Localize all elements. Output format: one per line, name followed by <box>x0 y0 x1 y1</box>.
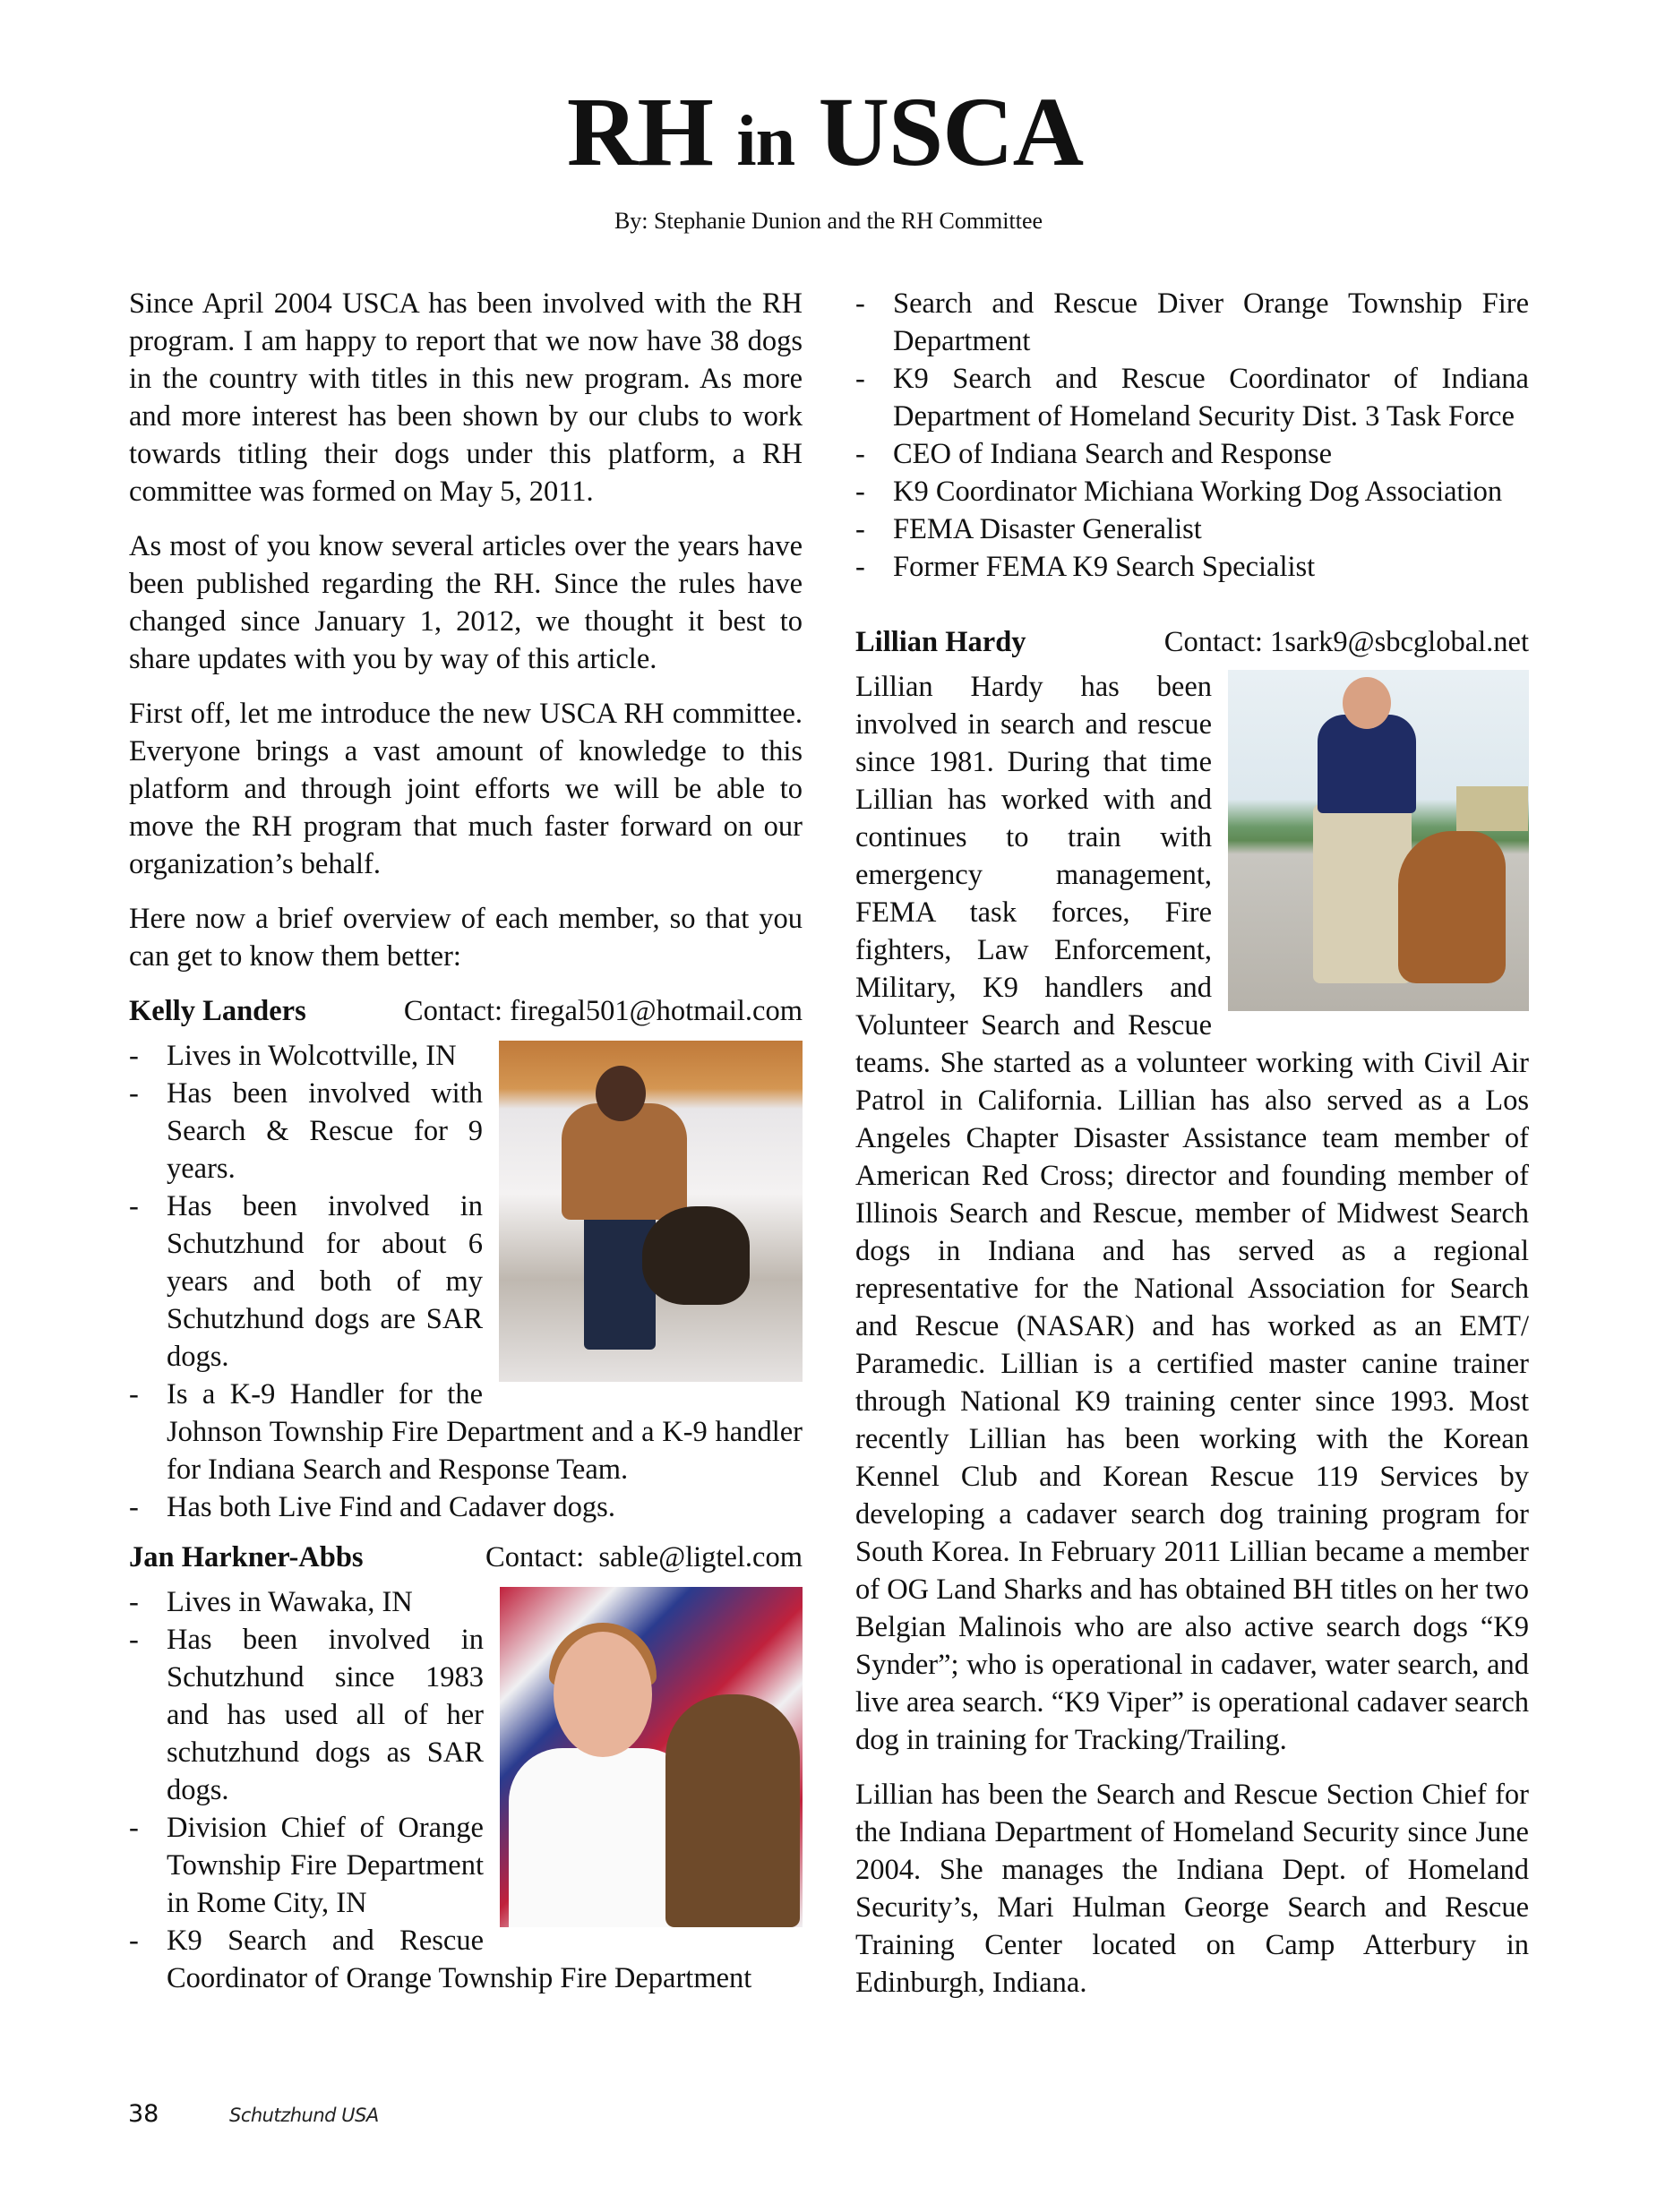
page-number: 38 <box>128 2100 159 2128</box>
list-item: - Has both Live Find and Cadaver dogs. <box>129 1488 803 1526</box>
title-usca: USCA <box>818 77 1084 186</box>
list-item: - Former FEMA K9 Search Specialist <box>855 548 1529 586</box>
intro-paragraph-3: First off, let me introduce the new USCA RH committee. Everyone brings a vast amount of knowledge to this platform and through joint efforts we will be able to move the RH program that much faster forward on our organization’s behalf. <box>129 698 803 880</box>
lillian-bio-paragraph-1: Lillian Hardy has been involved in search and rescue since 1981. During that time Lillian has worked with and continues to train with emergency management, FEMA task forces, Fire fighters, Law Enforcement, Military, K9 handlers and Volunteer Search and Rescue teams. She started as a volunteer working with Civil Air Patrol in California. Lillian has also served as a Los Angeles Chapter Disaster Assistance team member of American Red Cross; director and founding member of Illinois Search and Rescue, member of Midwest Search dogs in Indiana and has served as a regional representative for the National Association for Search and Rescue (NASAR) and has worked as an EMT/ Paramedic. Lillian is a certified master canine trainer through National K9 training center since 1993. Most recently Lillian has been working with the Korean Kennel Club and Korean Rescue 119 Services by developing a cadaver search dog training program for South Korea. In February 2011 Lillian became a member of OG Land Sharks and has obtained BH titles on her two Belgian Malinois who are also active search dogs “K9 Synder”; who is operational in cadaver, water search, and live area search. “K9 Viper” is operational cadaver search dog in training for Tracking/Trailing. <box>855 671 1529 1756</box>
photo-dog <box>1398 831 1506 983</box>
list-item: - K9 Search and Rescue Coordinator of Orange Township Fire Department <box>129 1922 803 1997</box>
list-item: - Division Chief of Orange Township Fire Department in Rome City, IN <box>129 1809 803 1922</box>
member-bullets-jan <box>129 1583 803 1997</box>
member-header-kelly <box>129 992 803 1030</box>
list-item: - Is a K-9 Handler for the Johnson Township Fire Department and a K-9 handler for Indiana Search and Response Team. <box>129 1376 803 1488</box>
member-contact[interactable]: Contact: sable@ligtel.com <box>485 1541 803 1573</box>
member-header-lillian <box>855 623 1529 661</box>
member-name: Lillian Hardy <box>855 626 1026 658</box>
title-rh: RH <box>566 77 713 186</box>
member-contact[interactable]: Contact: 1sark9@sbcglobal.net <box>1163 626 1529 658</box>
article-title <box>0 73 1653 200</box>
list-item: - Has been involved in Schutzhund for about 6 years and both of my Schutzhund dogs are SAR dogs. <box>129 1187 803 1376</box>
intro-paragraph-4: Here now a brief overview of each member, so that you can get to know them better: <box>129 903 803 973</box>
member-bullets-kelly <box>129 1037 803 1526</box>
list-item: - Has been involved with Search & Rescue for 9 years. <box>129 1075 803 1187</box>
byline: By: Stephanie Dunion and the RH Committee <box>614 208 1043 234</box>
member-name: Jan Harkner-Abbs <box>129 1541 364 1573</box>
list-item: - CEO of Indiana Search and Response <box>855 435 1529 473</box>
list-item: - Lives in Wawaka, IN <box>129 1583 803 1621</box>
publication-name: Schutzhund USA <box>229 2105 379 2126</box>
member-bullets-jan-continued <box>855 285 1529 586</box>
list-item: - Has been involved in Schutzhund since 1983 and has used all of her schutzhund dogs as SAR dogs. <box>129 1621 803 1809</box>
lillian-bio-paragraph-2: Lillian has been the Search and Rescue Section Chief for the Indiana Department of Homeland Security since June 2004. She manages the Indiana Dept. of Homeland Security’s, Mari Hulman George Search and Rescue Training Center located on Camp Atterbury in Edinburgh, Indiana. <box>855 1779 1529 1999</box>
left-column <box>129 285 803 1997</box>
list-item: - K9 Search and Rescue Coordinator of Indiana Department of Homeland Security Dist. 3 Task Force <box>855 360 1529 435</box>
list-item: - Search and Rescue Diver Orange Township Fire Department <box>855 285 1529 360</box>
member-name: Kelly Landers <box>129 995 306 1027</box>
right-column <box>855 285 1529 2019</box>
photo-lillian-hardy <box>1228 670 1529 1011</box>
photo-figure <box>1313 804 1412 983</box>
intro-paragraph-2: As most of you know several articles over the years have been published regarding the RH. Since the rules have changed since January 1, 2012, we thought it best to share updates with you by way of this article. <box>129 530 803 675</box>
member-header-jan <box>129 1539 803 1576</box>
photo-truck <box>1456 786 1528 831</box>
photo-figure <box>1318 715 1416 813</box>
list-item: - FEMA Disaster Generalist <box>855 510 1529 548</box>
intro-paragraph-1: Since April 2004 USCA has been involved with the RH program. I am happy to report that we now have 38 dogs in the country with titles in this new program. As more and more interest has been shown by our clubs to work towards titling their dogs under this platform, a RH committee was formed on May 5, 2011. <box>129 287 803 508</box>
list-item: - K9 Coordinator Michiana Working Dog Association <box>855 473 1529 510</box>
member-contact[interactable]: Contact: firegal501@hotmail.com <box>403 995 803 1027</box>
title-in: in <box>736 102 795 181</box>
photo-figure <box>1343 677 1391 729</box>
list-item: - Lives in Wolcottville, IN <box>129 1037 803 1075</box>
